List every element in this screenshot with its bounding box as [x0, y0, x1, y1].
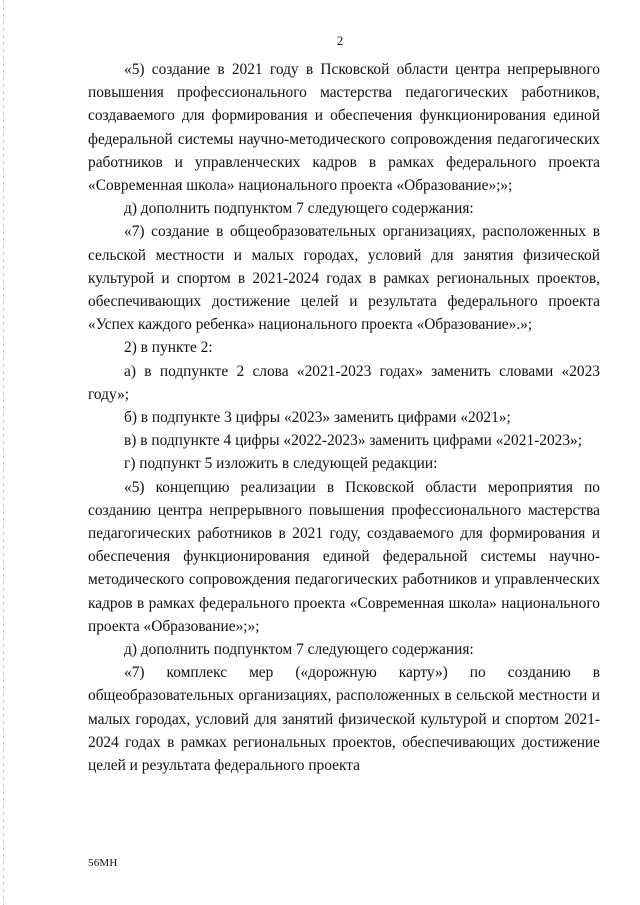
document-code: 56МН — [88, 857, 118, 869]
paragraph-subitem-g: г) подпункт 5 изложить в следующей редакции: — [124, 455, 438, 473]
paragraph-subitem-b: б) в подпункте 3 цифры «2023» заменить цифрами «2021»; — [124, 409, 511, 427]
paragraph-item-5-concept: «5) концепцию реализации в Псковской области мероприятия по созданию центра непрерывного повышения профессионального мастерства педагогических работников в 2021 году, создаваемого для формирования и обеспечения функционирования единой федеральной системы научно-методического сопровождения педагогических работников и управленческих кадров в рамках федерального проекта «Современная школа» национального проекта «Образование»;»; — [88, 478, 600, 635]
paragraph-subitem-a: а) в подпункте 2 слова «2021-2023 годах» заменить словами «2023 году»; — [88, 362, 600, 403]
scan-edge-mark — [3, 0, 4, 905]
paragraph-item-7-roadmap: «7) комплекс мер («дорожную карту») по созданию в общеобразовательных организациях, расположенных в сельской местности и малых городах, условий для занятий физической культурой и спортом 2021-2024 годах в рамках региональных проектов, обеспечивающих достижение целей и результата федерального проекта — [88, 664, 600, 775]
page-number: 2 — [336, 33, 344, 48]
paragraph-add-subitem-7-second: д) дополнить подпунктом 7 следующего содержания: — [124, 641, 474, 659]
paragraph-subitem-v: в) в подпункте 4 цифры «2022-2023» заменить цифрами «2021-2023»; — [124, 432, 583, 450]
paragraph-item-5-creation: «5) создание в 2021 году в Псковской области центра непрерывного повышения профессионального мастерства педагогических работников, создаваемого для формирования и обеспечения функционирования единой федеральной системы научно-методического сопровождения педагогических работников и управленческих кадров в рамках федерального проекта «Современная школа» национального проекта «Образование»;»; — [88, 61, 600, 195]
document-body — [88, 58, 600, 777]
paragraph-point-2: 2) в пункте 2: — [124, 339, 213, 357]
paragraph-add-subitem-7: д) дополнить подпунктом 7 следующего содержания: — [124, 200, 474, 218]
paragraph-item-7-creation: «7) создание в общеобразовательных организациях, расположенных в сельской местности и малых городах, условий для занятия физической культурой и спортом в 2021-2024 годах в рамках региональных проектов, обеспечивающих достижение целей и результата федерального проекта «Успех каждого ребенка» национального проекта «Образование».»; — [88, 223, 600, 334]
